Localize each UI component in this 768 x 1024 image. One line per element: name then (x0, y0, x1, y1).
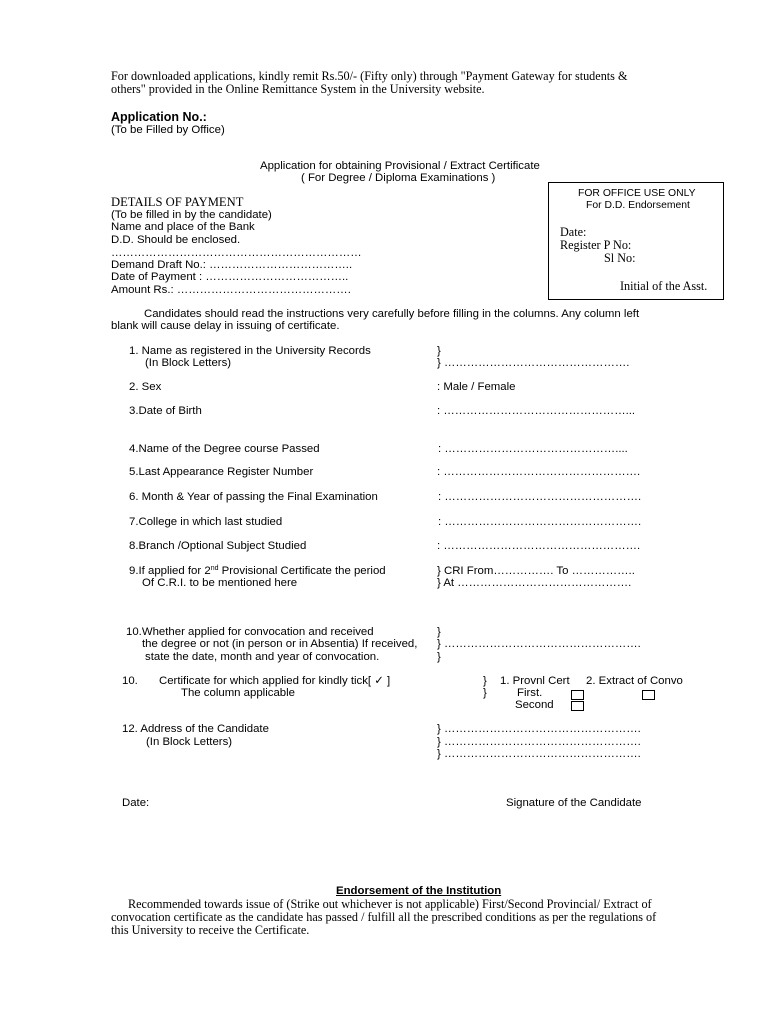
office-use-title: FOR OFFICE USE ONLY (578, 188, 696, 199)
office-register: Register P No: (560, 238, 632, 252)
q1-value: } …………………………………………. (437, 357, 630, 369)
q8-value: : ……………………………………………. (437, 540, 641, 552)
option-first-label: First. (517, 687, 543, 699)
q11-brace: } (483, 675, 487, 687)
q11-label: Certificate for which applied for kindly tick[ ✓ ] (159, 675, 391, 687)
first-provisional-checkbox[interactable] (571, 690, 584, 700)
form-title-line-2: ( For Degree / Diploma Examinations ) (301, 172, 496, 184)
application-no-label: Application No.: (111, 110, 207, 124)
extract-convo-checkbox[interactable] (642, 690, 655, 700)
date-of-payment-field: Date of Payment : ……………………………….. (111, 271, 349, 283)
address-line: } ……………………………………………. (437, 723, 641, 735)
q11-number: 10. (122, 675, 138, 687)
q4-value: : ……………………………………….... (438, 443, 628, 455)
q10-brace: } (437, 626, 441, 638)
office-initial: Initial of the Asst. (620, 279, 708, 293)
endorsement-line-2: convocation certificate as the candidate has passed / fulfill all the prescribed conditions as per the regulations of (111, 910, 657, 924)
q11-sub: The column applicable (181, 687, 295, 699)
q10-line-3: state the date, month and year of convocation. (145, 651, 380, 663)
address-line: } ……………………………………………. (437, 736, 641, 748)
demand-draft-field: Demand Draft No.: ……………………………….. (111, 259, 353, 271)
office-date: Date: (560, 225, 587, 239)
q9-cri-value: } CRI From……………. To …………….. (437, 565, 635, 577)
amount-field: Amount Rs.: ………………………………………. (111, 284, 351, 296)
q7-value: : ……………………………………………. (438, 516, 642, 528)
option-second-label: Second (515, 699, 554, 711)
q2-label: 2. Sex (129, 381, 162, 393)
instructions-line-1: Candidates should read the instructions very carefully before filling in the columns. Any column left (144, 308, 640, 320)
q9-at-value: } At ………………………………………. (437, 577, 632, 589)
q1-label: 1. Name as registered in the University Records (129, 345, 371, 357)
q10-line-1: 10.Whether applied for convocation and received (126, 626, 374, 638)
address-line: } ……………………………………………. (437, 748, 641, 760)
q4-label: 4.Name of the Degree course Passed (129, 443, 320, 455)
payment-line: D.D. Should be enclosed. (111, 234, 241, 246)
signature-date-label: Date: (122, 797, 150, 809)
q1-sub: (In Block Letters) (145, 357, 232, 369)
payment-line: Name and place of the Bank (111, 221, 255, 233)
q5-label: 5.Last Appearance Register Number (129, 466, 314, 478)
endorsement-line-1: Recommended towards issue of (Strike out whichever is not applicable) First/Second Provincial/ Extract of (128, 897, 652, 911)
form-title-line-1: Application for obtaining Provisional / Extract Certificate (260, 160, 540, 172)
q1-brace: } (437, 345, 441, 357)
q12-sub: (In Block Letters) (146, 736, 233, 748)
q10-line-2: the degree or not (in person or in Absentia) If received, (142, 638, 418, 650)
q3-value: : …………………………………………... (437, 405, 636, 417)
endorsement-line-3: this University to receive the Certificate. (111, 923, 310, 937)
candidate-signature-label: Signature of the Candidate (506, 797, 642, 809)
application-no-note: (To be Filled by Office) (111, 124, 225, 136)
q12-label: 12. Address of the Candidate (122, 723, 269, 735)
second-provisional-checkbox[interactable] (571, 701, 584, 711)
option-extract-convo: 2. Extract of Convo (586, 675, 683, 687)
payment-line: ………………………………………………………… (111, 247, 362, 259)
q6-label: 6. Month & Year of passing the Final Examination (129, 491, 378, 503)
office-sl-no: Sl No: (604, 251, 636, 265)
q8-label: 8.Branch /Optional Subject Studied (129, 540, 307, 552)
q10-value: } ……………………………………………. (437, 638, 641, 650)
payment-line: (To be filled in by the candidate) (111, 209, 272, 221)
q5-value: : ……………………………………………. (437, 466, 641, 478)
q3-label: 3.Date of Birth (129, 405, 202, 417)
q9-sub: Of C.R.I. to be mentioned here (142, 577, 298, 589)
office-use-subtitle: For D.D. Endorsement (586, 200, 690, 211)
q2-value: : Male / Female (437, 381, 516, 393)
notice-line-1: For downloaded applications, kindly remit Rs.50/- (Fifty only) through "Payment Gateway for students & (111, 69, 628, 83)
q7-label: 7.College in which last studied (129, 516, 283, 528)
q11-brace: } (483, 687, 487, 699)
notice-line-2: others" provided in the Online Remittance System in the University website. (111, 82, 485, 96)
instructions-line-2: blank will cause delay in issuing of certificate. (111, 320, 340, 332)
payment-heading: DETAILS OF PAYMENT (111, 195, 244, 209)
q6-value: : ……………………………………………. (438, 491, 642, 503)
option-provisional-cert: 1. Provnl Cert (500, 675, 570, 687)
endorsement-heading: Endorsement of the Institution (336, 885, 502, 897)
q9-label: 9.If applied for 2nd Provisional Certificate the period (129, 565, 386, 577)
q10-brace: } (437, 651, 441, 663)
